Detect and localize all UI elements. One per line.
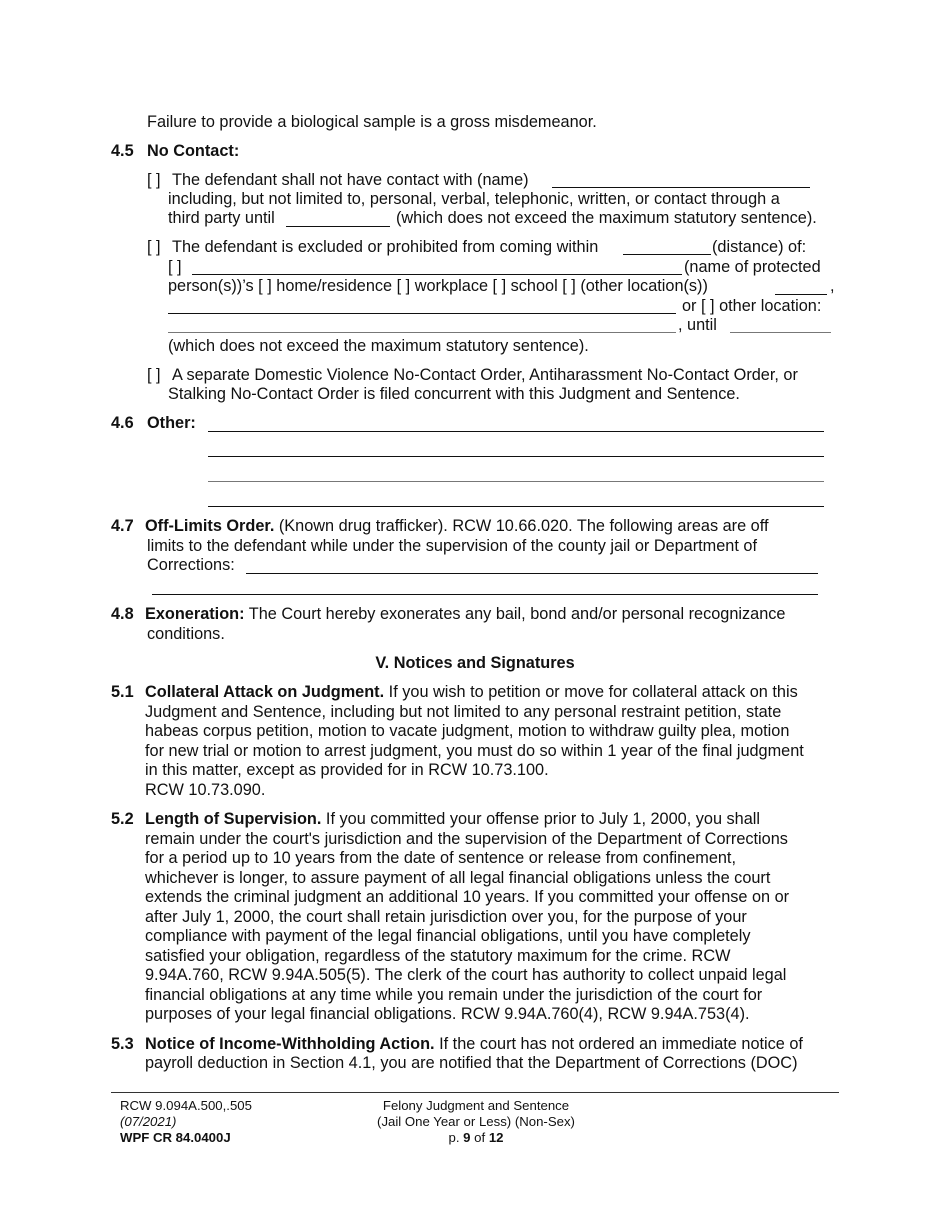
section-text: payroll deduction in Section 4.1, you are notified that the Department of Corrections (DOC) <box>145 1054 798 1072</box>
option-text: (name of protected <box>684 258 821 276</box>
until-date-blank[interactable] <box>286 226 390 227</box>
option-text: (distance) of: <box>712 238 807 256</box>
location-blank[interactable] <box>168 313 676 314</box>
option-checkbox[interactable]: [ ] <box>147 366 161 384</box>
section-text: compliance with payment of the legal financial obligations, until you have completely <box>145 927 751 945</box>
section-number: 4.8 <box>111 605 134 623</box>
section-text: If you committed your offense prior to July 1, 2000, you shall <box>325 810 761 828</box>
option-text: Stalking No-Contact Order is filed concurrent with this Judgment and Sentence. <box>168 385 740 403</box>
option-text: including, but not limited to, personal, verbal, telephonic, written, or contact through a <box>168 190 780 208</box>
footer-form-number: WPF CR 84.0400J <box>120 1130 231 1145</box>
location-options[interactable]: person(s))’s [ ] home/residence [ ] workplace [ ] school [ ] (other location(s)) <box>168 277 708 295</box>
section-text: whichever is longer, to assure payment of all legal financial obligations unless the court <box>145 869 771 887</box>
footer-date: (07/2021) <box>120 1114 177 1129</box>
footer-rcw: RCW 9.094A.500,.505 <box>120 1098 252 1113</box>
off-limits-blank-2[interactable] <box>152 594 818 595</box>
section-title: No Contact: <box>147 142 240 160</box>
name-blank[interactable] <box>552 187 810 188</box>
section-number: 5.2 <box>111 810 134 828</box>
section-number: 5.1 <box>111 683 134 701</box>
footer-page-number <box>276 1130 676 1146</box>
section-text: satisfied your obligation, regardless of the statutory maximum for the crime. RCW <box>145 947 731 965</box>
option-text: (which does not exceed the maximum statutory sentence). <box>396 209 817 227</box>
footer-divider <box>111 1092 839 1093</box>
section-number: 4.5 <box>111 142 134 160</box>
section-title: Other: <box>147 414 196 432</box>
until-date-blank-2[interactable] <box>730 332 831 333</box>
section-title: Exoneration: <box>145 605 245 623</box>
section-number: 5.3 <box>111 1035 134 1053</box>
page-of: of <box>474 1130 486 1145</box>
section-text: habeas corpus petition, motion to vacate judgment, motion to withdraw guilty plea, motion <box>145 722 790 740</box>
section-text: Corrections: <box>147 556 235 574</box>
section-text: conditions. <box>147 625 225 643</box>
section-text: for a period up to 10 years from the date of sentence or release from confinement, <box>145 849 736 867</box>
page-prefix: p. <box>448 1130 460 1145</box>
option-text: third party until <box>168 209 275 227</box>
section-text: remain under the court's jurisdiction and the supervision of the Department of Corrections <box>145 830 788 848</box>
section-title: Off-Limits Order. <box>145 517 275 535</box>
option-text: A separate Domestic Violence No-Contact Order, Antiharassment No-Contact Order, or <box>172 366 798 384</box>
off-limits-blank-1[interactable] <box>246 573 818 574</box>
other-blank-2[interactable] <box>208 456 824 457</box>
section-text: purposes of your legal financial obligations. RCW 9.94A.760(4), RCW 9.94A.753(4). <box>145 1005 750 1023</box>
section-v-heading: V. Notices and Signatures <box>375 654 575 672</box>
section-text: Judgment and Sentence, including but not limited to any personal restraint petition, state <box>145 703 782 721</box>
section-text: The Court hereby exonerates any bail, bond and/or personal recognizance <box>248 605 786 623</box>
option-text: (which does not exceed the maximum statutory sentence). <box>168 337 589 355</box>
distance-blank[interactable] <box>623 254 711 255</box>
other-blank-3[interactable] <box>208 481 824 482</box>
section-text: extends the criminal judgment an additional 10 years. If you committed your offense on or <box>145 888 790 906</box>
section-number: 4.7 <box>111 517 134 535</box>
other-location-option[interactable]: or [ ] other location: <box>682 297 822 315</box>
page-current: 9 <box>463 1130 471 1145</box>
other-blank-4[interactable] <box>208 506 824 507</box>
section-text: RCW 10.73.090. <box>145 781 266 799</box>
option-text: The defendant shall not have contact with (name) <box>172 171 529 189</box>
other-locations-blank[interactable] <box>775 294 827 295</box>
section-text: (Known drug trafficker). RCW 10.66.020. The following areas are off <box>278 517 769 535</box>
section-text: financial obligations at any time while you remain under the jurisdiction of the court for <box>145 986 763 1004</box>
option-text: The defendant is excluded or prohibited from coming within <box>172 238 599 256</box>
intro-line: Failure to provide a biological sample is a gross misdemeanor. <box>147 113 597 131</box>
page-total: 12 <box>488 1130 504 1145</box>
location-blank-2[interactable] <box>168 332 676 333</box>
option-text: , <box>830 277 835 295</box>
footer-subtitle: (Jail One Year or Less) (Non-Sex) <box>377 1114 575 1129</box>
option-checkbox[interactable]: [ ] <box>168 258 182 276</box>
protected-person-blank[interactable] <box>192 274 682 275</box>
section-text: in this matter, except as provided for in RCW 10.73.100. <box>145 761 549 779</box>
section-text: after July 1, 2000, the court shall retain jurisdiction over you, for the purpose of your <box>145 908 747 926</box>
option-checkbox[interactable]: [ ] <box>147 238 161 256</box>
section-number: 4.6 <box>111 414 134 432</box>
section-text: limits to the defendant while under the supervision of the county jail or Department of <box>147 537 757 555</box>
footer-title: Felony Judgment and Sentence <box>382 1098 570 1113</box>
section-title: Notice of Income-Withholding Action. <box>145 1035 435 1053</box>
section-text: for new trial or motion to arrest judgment, you must do so within 1 year of the final judgment <box>145 742 804 760</box>
section-text: If the court has not ordered an immediate notice of <box>439 1035 803 1053</box>
section-text: 9.94A.760, RCW 9.94A.505(5). The clerk of the court has authority to collect unpaid legal <box>145 966 787 984</box>
section-text: If you wish to petition or move for collateral attack on this <box>388 683 798 701</box>
option-checkbox[interactable]: [ ] <box>147 171 161 189</box>
other-blank-1[interactable] <box>208 431 824 432</box>
option-text: , until <box>678 316 717 334</box>
section-title: Collateral Attack on Judgment. <box>145 683 385 701</box>
section-title: Length of Supervision. <box>145 810 322 828</box>
